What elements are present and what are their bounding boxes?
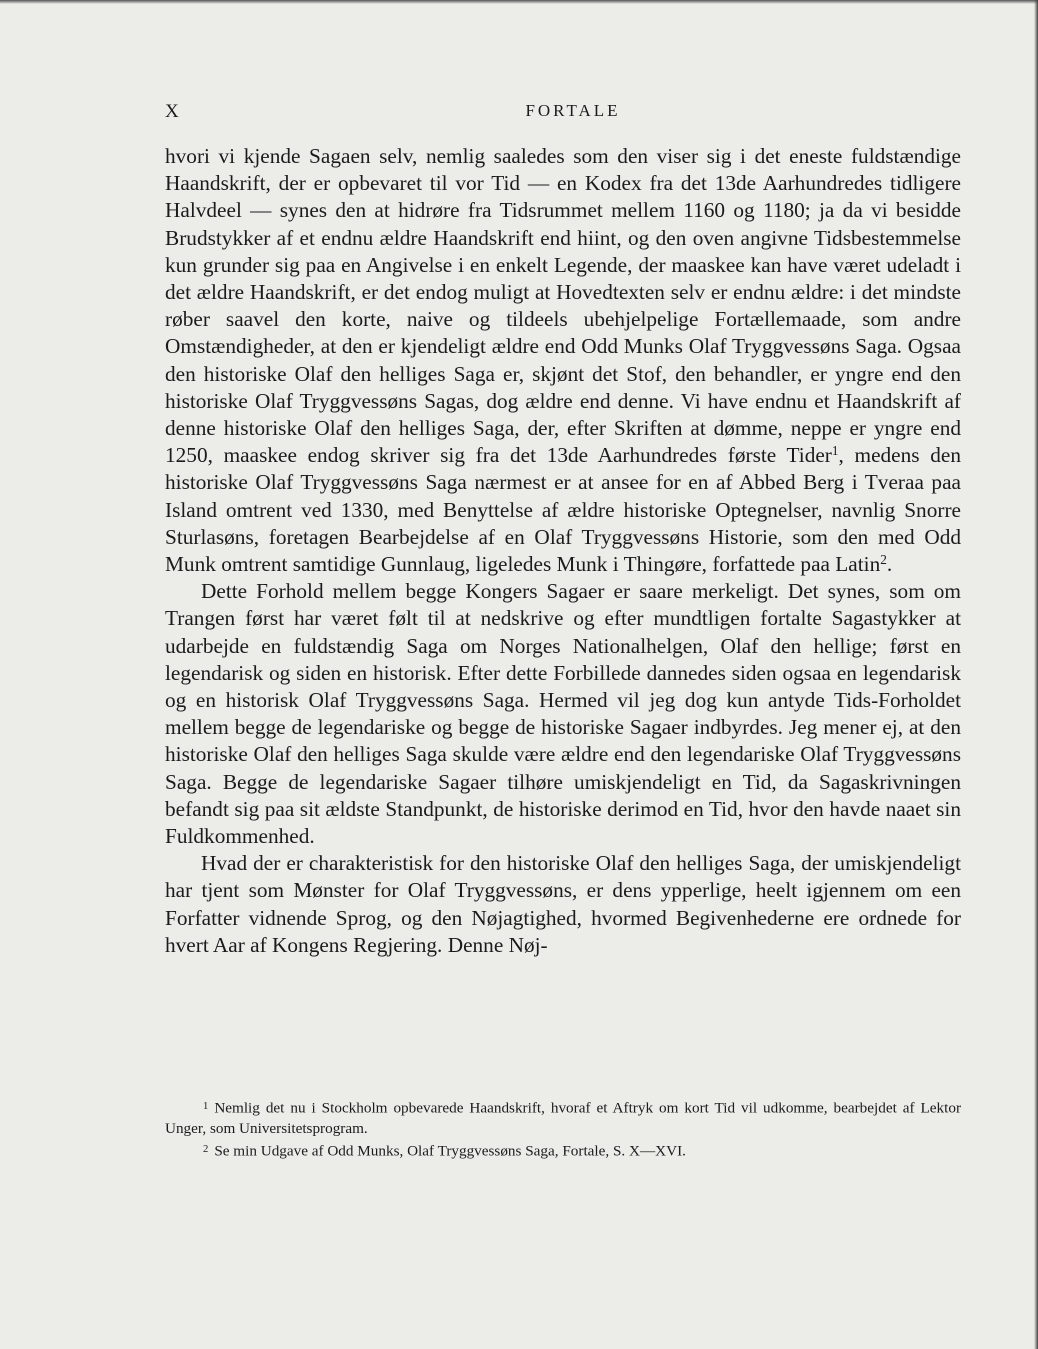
- body-text: [165, 143, 961, 959]
- paragraph-text: hvori vi kjende Sagaen selv, nemlig saaledes som den viser sig i det eneste fuldstændige Haandskrift, der er opbevaret til vor Tid — en Kodex fra det 13de Aarhundredes tidligere Halvdeel — synes den at hidrøre fra Tidsrummet mellem 1160 og 1180; ja da vi besidde Brudstykker af et endnu ældre Haandskrift end hiint, og den oven angivne Tidsbestemmelse kun grunder sig paa en Angivelse i en enkelt Legende, der maaskee kan have været udeladt i det ældre Haandskrift, er det endog muligt at Hovedtexten selv er endnu ældre: i det mindste røber saavel den korte, naive og tildeels ubehjelpelige Fortællemaade, som andre Omstændigheder, at den er kjendeligt ældre end Odd Munks Olaf Tryggvessøns Saga. Ogsaa den historiske Olaf den helliges Saga er, skjønt det Stof, den behandler, er yngre end den historiske Olaf Tryggvessøns Sagas, dog ældre end denne. Vi have endnu et Haandskrift af denne historiske Olaf den helliges Saga, der, efter Skriften at dømme, neppe er yngre end 1250, maaskee endog skriver sig fra det 13de Aarhundredes første Tider: [165, 144, 961, 468]
- paragraph-text: , medens den historiske Olaf Tryggvessøns Saga nærmest er at ansee for en af Abbed Berg i Tveraa paa Island omtrent ved 1330, med Benyttelse af ældre historiske Optegnelser, navnlig Snorre Sturlasøns, foretagen Bearbejdelse af en Olaf Tryggvessøns Historie, som den med Odd Munk omtrent samtidige Gunnlaug, ligeledes Munk i Thingøre, forfattede paa Latin: [165, 443, 961, 577]
- footnotes: [165, 1097, 961, 1162]
- footnote-text: Se min Udgave af Odd Munks, Olaf Tryggvessøns Saga, Fortale, S. X—XVI.: [214, 1142, 686, 1160]
- footnote-mark: 1: [203, 1101, 209, 1112]
- page-number: X: [165, 101, 180, 122]
- footnote-2: [165, 1140, 961, 1162]
- footnote-text: Nemlig det nu i Stockholm opbevarede Haandskrift, hvoraf et Aftryk om kort Tid vil udkomme, bearbejdet af Lektor Unger, som Universitetsprogram.: [165, 1099, 961, 1138]
- paragraph-2: Dette Forhold mellem begge Kongers Sagaer er saare merkeligt. Det synes, som om Trangen først har været følt til at nedskrive og efter mundtligen fortalte Sagastykker at udarbejde en fuldstændig Saga om Norges Nationalhelgen, Olaf den hellige; først en legendarisk og siden en historisk. Efter dette Forbillede dannedes siden ogsaa en legendarisk og en historisk Olaf Tryggvessøns Saga. Hermed vil jeg dog kun antyde Tids-Forholdet mellem begge de legendariske og begge de historiske Sagaer indbyrdes. Jeg mener ej, at den historiske Olaf den helliges Saga skulde være ældre end den legendariske Olaf Tryggvessøns Saga. Begge de legendariske Sagaer tilhøre umiskjendeligt en Tid, da Sagaskrivningen befandt sig paa sit ældste Standpunkt, de historiske derimod en Tid, hvor den havde naaet sin Fuldkommenhed.: [165, 579, 961, 849]
- running-title: FORTALE: [525, 101, 621, 120]
- paragraph-text: .: [886, 552, 893, 577]
- running-head: [165, 101, 961, 127]
- footnote-mark: 2: [203, 1143, 209, 1155]
- footnote-reference: 1: [831, 442, 839, 458]
- paragraph-3: Hvad der er charakteristisk for den historiske Olaf den helliges Saga, der umiskjendeligt har tjent som Mønster for Olaf Tryggvessøns, er dens ypperlige, heelt igjennem om een Forfatter vidnende Sprog, og den Nøjagtighed, hvormed Begivenhederne ere ordnede for hvert Aar af Kongens Regjering. Denne Nøj-: [165, 851, 961, 957]
- paragraph-1: [165, 143, 961, 578]
- footnote-1: [165, 1097, 961, 1140]
- footnote-reference: 2: [880, 551, 887, 567]
